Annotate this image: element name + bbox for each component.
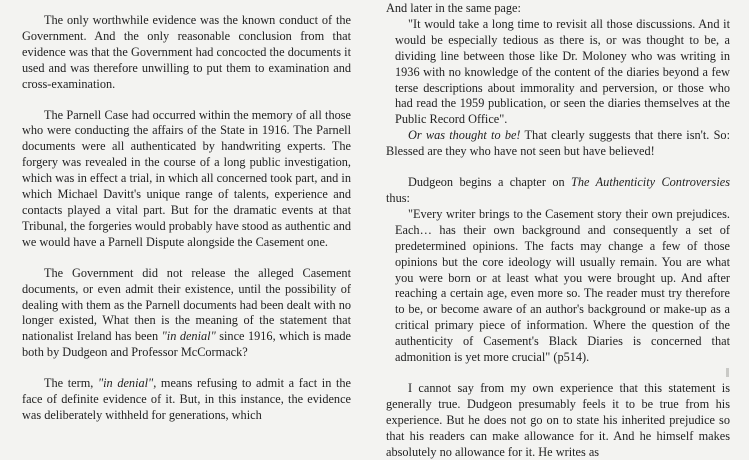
emphasis-in-denial: "in denial"	[161, 329, 216, 344]
paragraph-parnell-case: The Parnell Case had occurred within the memory of all those who were conducting the affairs of the State in 1916. The Parnell documents were all authenticated by handwriting experts. The forgery was revealed in the course of a long public investigation, which was in effect a trial, in which all concerned took part, and in which Michael Davitt's unique range of talents, experience and contacts played a vital part. But for the dramatic events at that Tribunal, the forgeries would probably have stood as authentic and we would have a Parnell Dispute alongside the Casement one.	[22, 107, 351, 249]
emphasis-in-denial: "in denial"	[97, 376, 154, 391]
paragraph-text: That clearly suggests that there isn't. So: Blessed are they who have not seen but have believed!	[386, 128, 730, 159]
paragraph-or-was-thought	[386, 128, 730, 160]
paragraph-text: since 1916, which is made both by Dudgeon and Professor McCormack?	[22, 329, 351, 360]
paragraph-text: Dudgeon begins a chapter on	[408, 175, 572, 190]
right-column	[386, 0, 730, 460]
block-quote-prejudices: "Every writer brings to the Casement story their own prejudices. Each… has their own background and consequently a set of predetermined opinions. The facts may change a few of those opinions but the core ideology will usually remain. You are what you were born or at least what you were brought up. And after reaching a certain age, even more so. The reader must try therefore to be, or become aware of an author's background or make-up as a critical primary piece of information. Where the question of the authenticity of Casement's Black Diaries is concerned that admonition is yet more crucial" (p514).	[395, 206, 730, 365]
paragraph-term-in-denial	[22, 376, 351, 424]
block-quote-revisit: "It would take a long time to revisit all those discussions. And it would be especially tedious as there is, or was thought to be, a dividing line between those like Dr. Moloney who was writing in 1936 with no knowledge of the content of the diaries beyond a few terse descriptions about immorality and perversion, or those who had read the 1959 publication, or seen the diaries themselves at the Public Record Office".	[395, 16, 730, 127]
emphasis-or-was-thought: Or was thought to be!	[408, 128, 521, 143]
book-title: The Authenticity Controversies	[571, 175, 730, 190]
paragraph-text: The term,	[44, 376, 98, 391]
paragraph-text: thus:	[386, 190, 410, 205]
paragraph-own-experience: I cannot say from my own experience that this statement is generally true. Dudgeon presumably feels it to be true from his experience. But he does not go on to state his inherited prejudice so that his readers can make allowance for it. And he himself makes absolutely no allowance for it. He writes as	[386, 380, 730, 459]
paragraph-text: The Government did not release the alleged Casement documents, or even admit their existence, until the possibility of dealing with them as the Parnell documents had been dealt with no longer existed, What then is the meaning of the statement that nationalist Ireland has been	[22, 265, 351, 344]
left-column	[22, 0, 351, 424]
paragraph-dudgeon-chapter	[386, 175, 730, 207]
paragraph-text: , means refusing to admit a fact in the face of definite evidence of it. But, in this instance, the evidence was deliberately withheld for generations, which	[22, 376, 352, 422]
paragraph-government-release	[22, 266, 351, 361]
scan-mark	[726, 368, 729, 377]
paragraph-evidence-conduct: The only worthwhile evidence was the known conduct of the Government. And the only reasonable conclusion from that evidence was that the Government had concocted the documents it used and was therefore unwilling to put them to examination and cross-examination.	[22, 13, 351, 91]
paragraph-intro: And later in the same page:	[386, 1, 521, 15]
